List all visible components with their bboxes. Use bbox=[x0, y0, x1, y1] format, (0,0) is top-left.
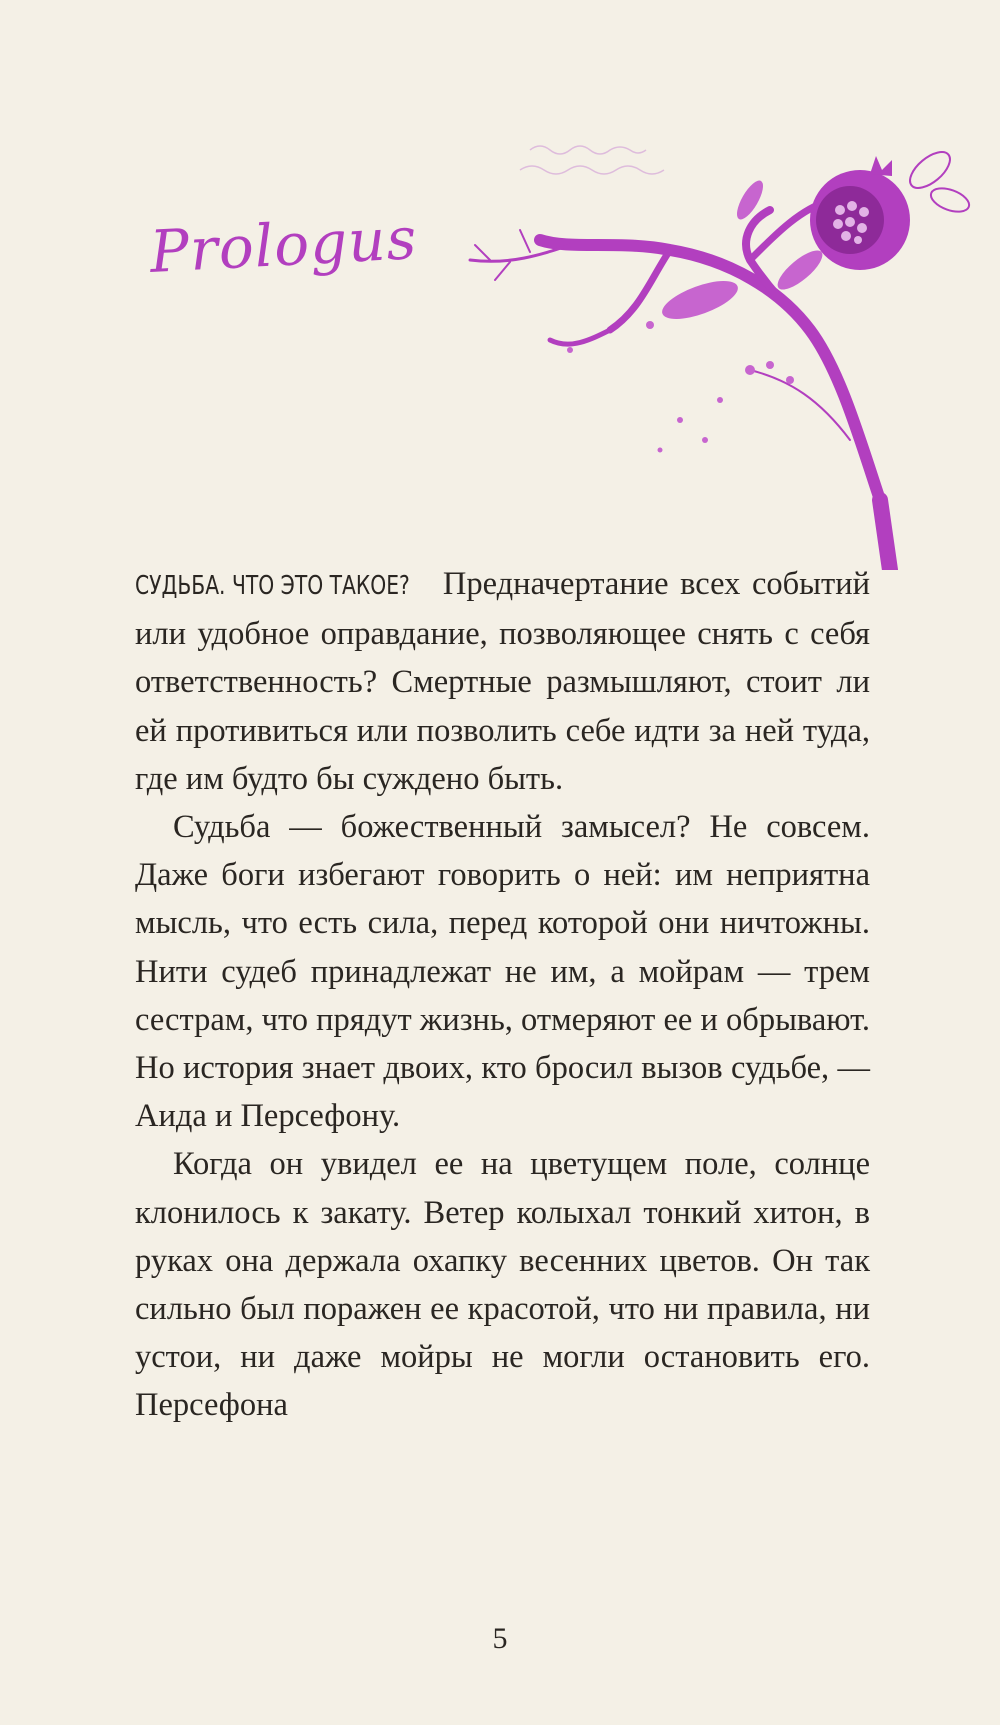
paragraph-1-text: Предначертание всех событий или удобное оправдание, позволяющее снять с себя ответственность? Смертные размышляют, стоит ли ей противиться или позволить себе идти за ней туда, где им будто бы суждено быть. bbox=[135, 566, 870, 797]
lead-in: СУДЬБА. ЧТО ЭТО ТАКОЕ? bbox=[135, 571, 410, 601]
paragraph-2: Судьба — божественный замысел? Не совсем. Даже боги избегают говорить о ней: им неприятна мысль, что есть сила, перед которой они ничтожны. Нити судеб принадлежат не им, а мойрам — трем сестрам, что прядут жизнь, отмеряют ее и обрывают. Но история знает двоих, кто бросил вызов судьбе, — Аида и Персефону. bbox=[135, 809, 870, 1135]
paragraph-1 bbox=[135, 560, 870, 803]
chapter-title: Prologus bbox=[148, 204, 419, 286]
paragraph-3: Когда он увидел ее на цветущем поле, солнце клонилось к закату. Ветер колыхал тонкий хитон, в руках она держала охапку весенних цветов. Он так сильно был поражен ее красотой, что ни правила, ни устои, ни даже мойры не могли остановить его. Персефона bbox=[135, 1146, 870, 1424]
body-text bbox=[135, 560, 870, 1430]
pomegranate-branch-illustration bbox=[450, 140, 980, 570]
page-number: 5 bbox=[492, 1622, 508, 1655]
